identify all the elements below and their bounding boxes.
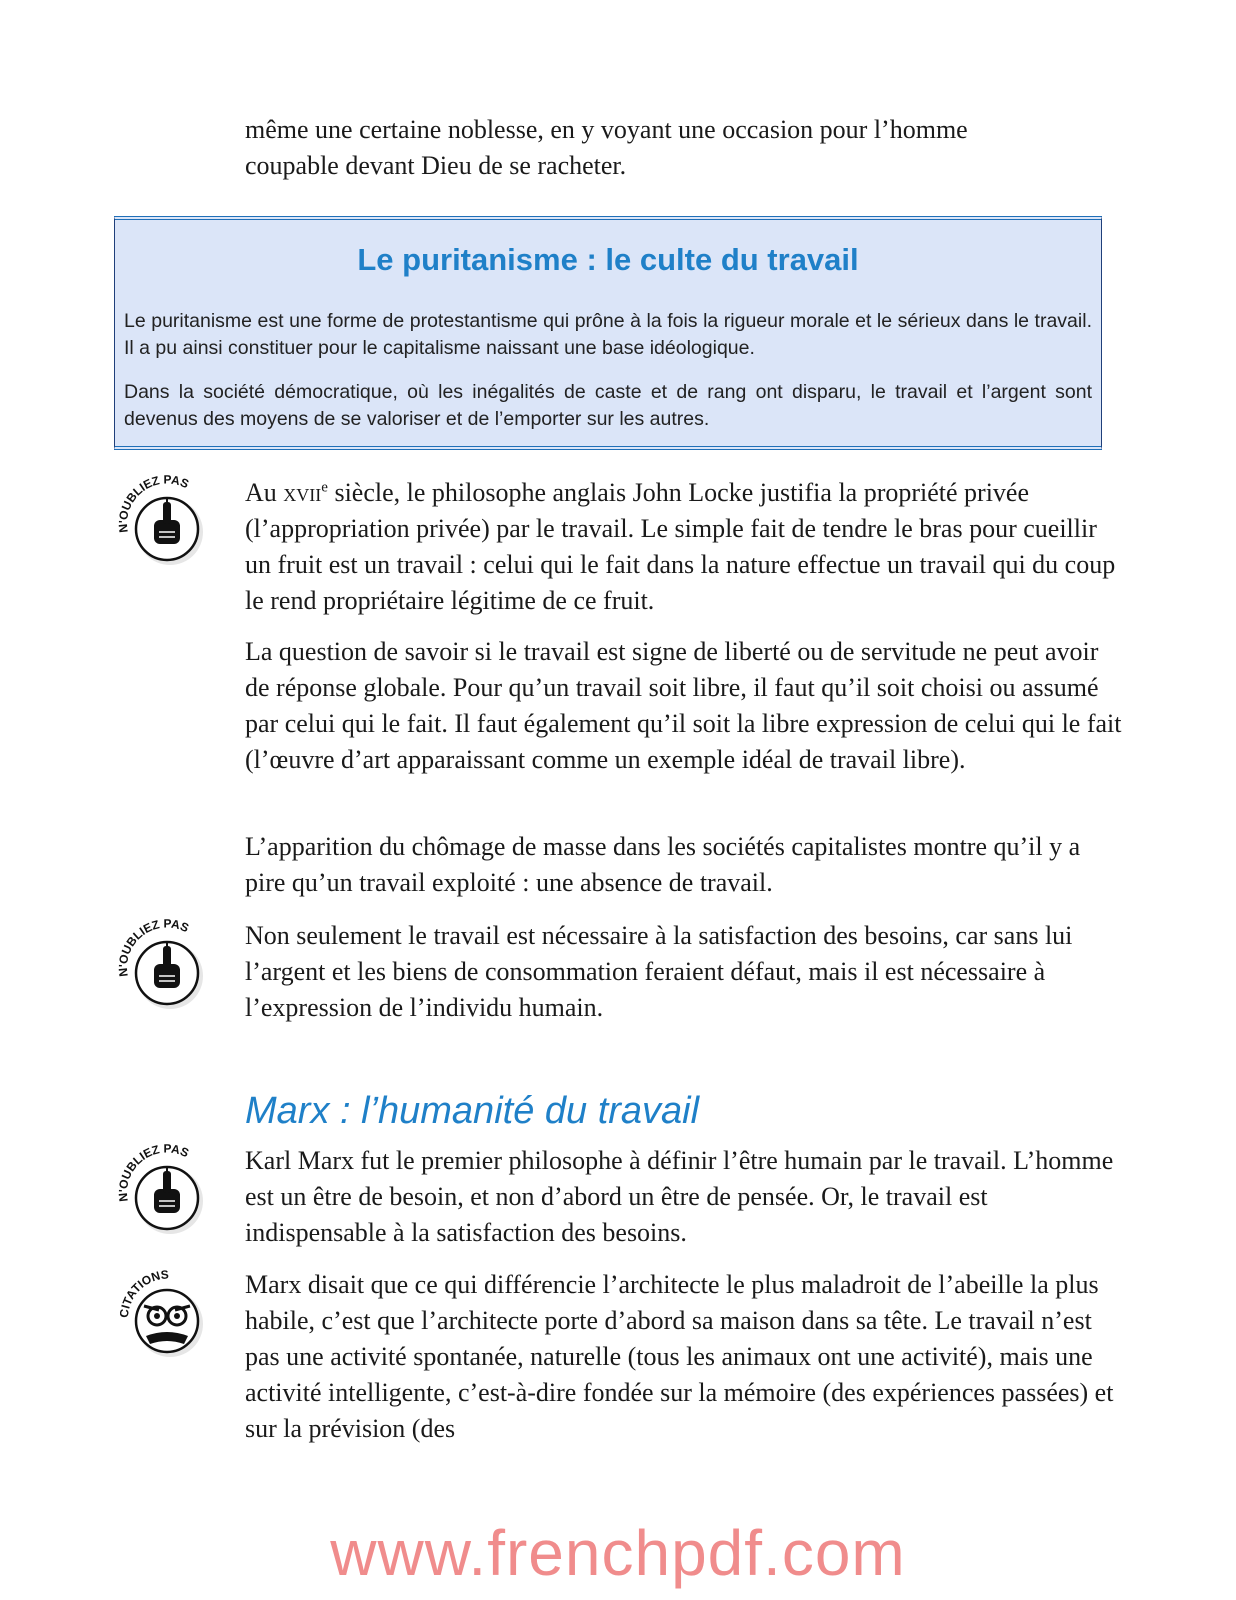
paragraph-locke <box>245 475 1123 619</box>
locke-century: xvii <box>283 478 322 507</box>
remember-icon-label: N'OUBLIEZ PAS <box>115 474 191 534</box>
quote-icon-label: CITATIONS <box>116 1267 170 1319</box>
remember-icon <box>114 918 214 1014</box>
locke-sup: e <box>321 479 328 496</box>
watermark-link[interactable]: www.frenchpdf.com <box>330 1517 906 1589</box>
section-title: Marx : l’humanité du travail <box>245 1090 700 1132</box>
locke-rest: siècle, le philosophe anglais John Locke justifia la propriété privée (l’appropriation privée) par le travail. Le simple fait de tendre le bras pour cueillir un fruit est un travail : celui qui le fait dans la nature effectue un travail qui du coup le rend propriétaire légitime de ce fruit. <box>245 478 1116 615</box>
quote-icon <box>114 1266 214 1362</box>
paragraph-chomage: L’apparition du chômage de masse dans les sociétés capitalistes montre qu’il y a pire qu’un travail exploité : une absence de travail. <box>245 832 1081 897</box>
remember-icon <box>114 1143 214 1239</box>
sidebar-box-paragraph-1: Le puritanisme est une forme de protestantisme qui prône à la fois la rigueur morale et le sérieux dans le travail. Il a pu ainsi constituer pour le capitalisme naissant une base idéologique. <box>124 310 1092 359</box>
sidebar-box-paragraph-2: Dans la société démocratique, où les inégalités de caste et de rang ont disparu, le travail et l’argent sont devenus des moyens de se valoriser et de l’emporter sur les autres. <box>124 381 1092 430</box>
intro-line-2: coupable devant Dieu de se racheter. <box>245 151 627 180</box>
paragraph-marx-1: Karl Marx fut le premier philosophe à définir l’être humain par le travail. L’homme est un être de besoin, et non d’abord un être de pensée. Or, le travail est indispensable à la satisfaction des besoins. <box>245 1146 1114 1247</box>
intro-line-1: même une certaine noblesse, en y voyant une occasion pour l’homme <box>245 115 968 144</box>
intro-paragraph <box>245 112 1123 184</box>
locke-prefix: Au <box>245 478 284 507</box>
sidebar-box-puritanisme <box>114 216 1102 450</box>
remember-icon-label: N'OUBLIEZ PAS <box>115 1143 191 1203</box>
paragraph-liberte: La question de savoir si le travail est signe de liberté ou de servitude ne peut avoir de réponse globale. Pour qu’un travail soit libre, il faut qu’il soit choisi ou assumé par celui qui le fait. Il faut également qu’il soit la libre expression de celui qui le fait (l’œuvre d’art apparaissant comme un exemple idéal de travail libre). <box>245 637 1122 774</box>
remember-icon <box>114 474 214 570</box>
sidebar-box-title: Le puritanisme : le culte du travail <box>357 242 859 277</box>
remember-icon-label: N'OUBLIEZ PAS <box>115 918 191 978</box>
paragraph-marx-2: Marx disait que ce qui différencie l’architecte le plus maladroit de l’abeille la plus habile, c’est que l’architecte porte d’abord sa maison dans sa tête. Le travail n’est pas une activité spontanée, naturelle (tous les animaux ont une activité), mais une activité intelligente, c’est-à-dire fondée sur la mémoire (des expériences passées) et sur la prévision (des <box>245 1270 1114 1443</box>
paragraph-besoins: Non seulement le travail est nécessaire à la satisfaction des besoins, car sans lui l’argent et les biens de consommation feraient défaut, mais il est nécessaire à l’expression de l’individu humain. <box>245 921 1073 1022</box>
